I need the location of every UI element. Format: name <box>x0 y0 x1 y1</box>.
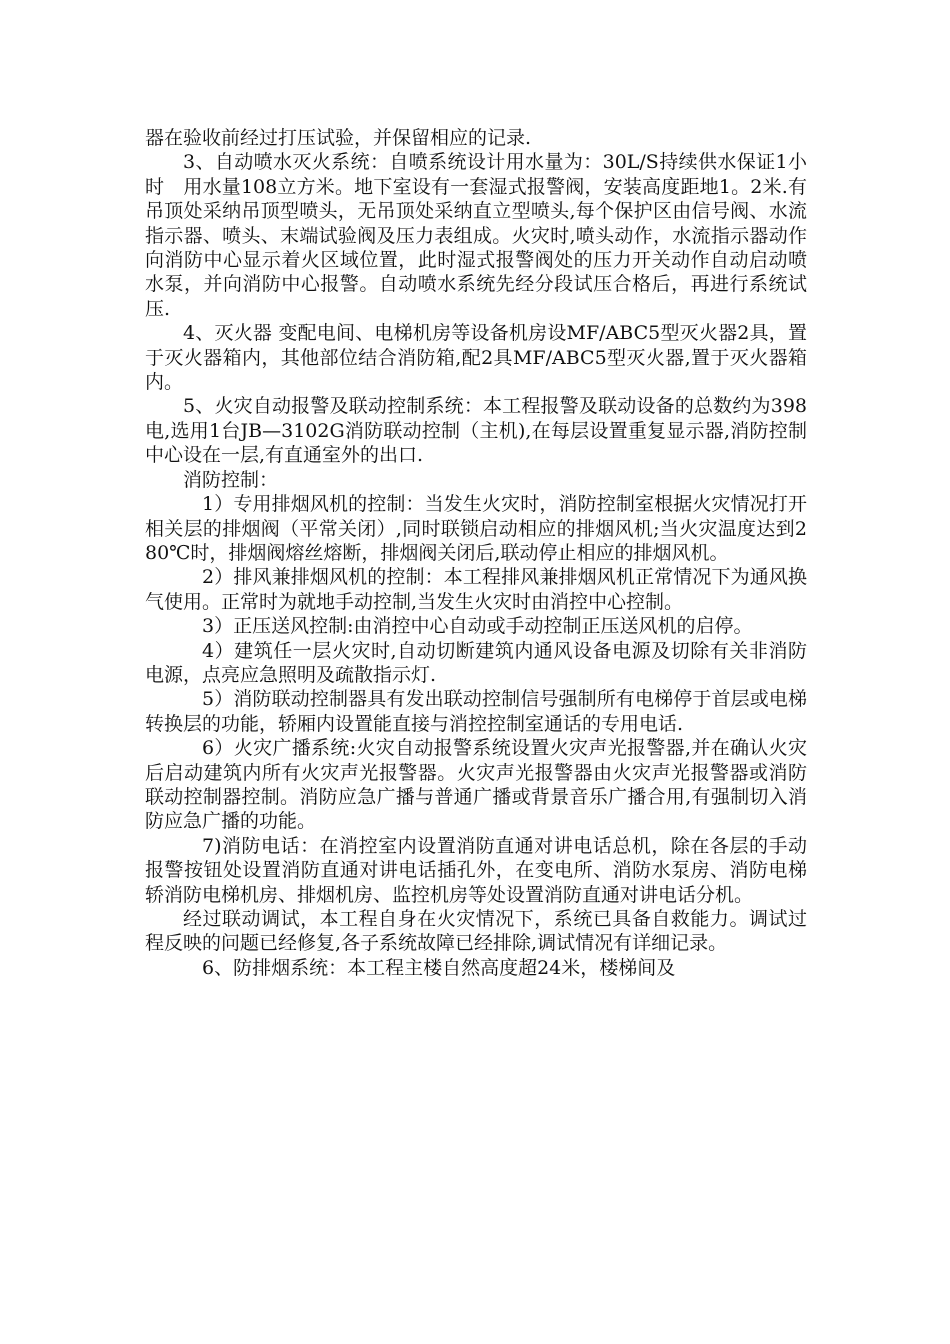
paragraph-smoke-exhaust-fan: 1）专用排烟风机的控制：当发生火灾时，消防控制室根据火灾情况打开相关层的排烟阀（平常关闭）,同时联锁启动相应的排烟风机;当火灾温度达到280℃时，排烟阀熔丝熔断，排烟阀关闭后,联动停止相应的排烟风机。 <box>145 493 807 564</box>
paragraph-fire-telephone: 7)消防电话：在消控室内设置消防直通对讲电话总机，除在各层的手动报警按钮处设置消防直通对讲电话插孔外，在变电所、消防水泵房、消防电梯轿消防电梯机房、排烟机房、监控机房等处设置消防直通对讲电话分机。 <box>145 834 807 906</box>
paragraph-sprinkler-system: 3、自动喷水灭火系统：自喷系统设计用水量为：30L/S持续供水保证1小时 用水量108立方米。地下室设有一套湿式报警阀，安装高度距地1。2米.有吊顶处采纳吊顶型喷头，无吊顶处采纳直立型喷头,每个保护区由信号阀、水流指示器、喷头、末端试验阀及压力表组成。火灾时,喷头动作，水流指示器动作向消防中心显示着火区域位置，此时湿式报警阀处的压力开关动作自动启动喷水泵，并向消防中心报警。自动喷水系统先经分段试压合格后，再进行系统试压. <box>145 151 807 320</box>
paragraph-continuation: 器在验收前经过打压试验，并保留相应的记录. <box>145 127 532 149</box>
paragraph-power-cutoff: 4）建筑任一层火灾时,自动切断建筑内通风设备电源及切除有关非消防电源，点亮应急照明及疏散指示灯. <box>145 639 807 686</box>
paragraph-fire-broadcast: 6）火灾广播系统:火灾自动报警系统设置火灾声光报警器,并在确认火灾后启动建筑内所有火灾声光报警器。火灾声光报警器由火灾声光报警器或消防联动控制器控制。消防应急广播与普通广播或背景音乐广播合用,有强制切入消防应急广播的功能。 <box>145 737 807 833</box>
paragraph-pressurized-air: 3）正压送风控制:由消控中心自动或手动控制正压送风机的启停。 <box>202 615 753 638</box>
document-body <box>145 126 807 980</box>
paragraph-fire-extinguisher: 4、灭火器 变配电间、电梯机房等设备机房设MF/ABC5型灭火器2具，置于灭火器箱内，其他部位结合消防箱,配2具MF/ABC5型灭火器,置于灭火器箱内。 <box>145 322 807 394</box>
paragraph-commissioning-result: 经过联动调试，本工程自身在火灾情况下，系统已具备自救能力。调试过程反映的问题已经修复,各子系统故障已经排除,调试情况有详细记录。 <box>145 908 807 955</box>
paragraph-fire-control-heading: 消防控制： <box>183 468 279 491</box>
paragraph-exhaust-smoke-fan: 2）排风兼排烟风机的控制：本工程排风兼排烟风机正常情况下为通风换气使用。正常时为就地手动控制,当发生火灾时由消控中心控制。 <box>145 566 807 613</box>
paragraph-smoke-control-system: 6、防排烟系统：本工程主楼自然高度超24米，楼梯间及 <box>202 956 676 979</box>
paragraph-fire-alarm-system: 5、火灾自动报警及联动控制系统：本工程报警及联动设备的总数约为398电,选用1台JB—3102G消防联动控制（主机),在每层设置重复显示器,消防控制中心设在一层,有直通室外的出口. <box>145 395 807 467</box>
paragraph-elevator-control: 5）消防联动控制器具有发出联动控制信号强制所有电梯停于首层或电梯转换层的功能，轿厢内设置能直接与消控控制室通话的专用电话. <box>145 688 807 735</box>
